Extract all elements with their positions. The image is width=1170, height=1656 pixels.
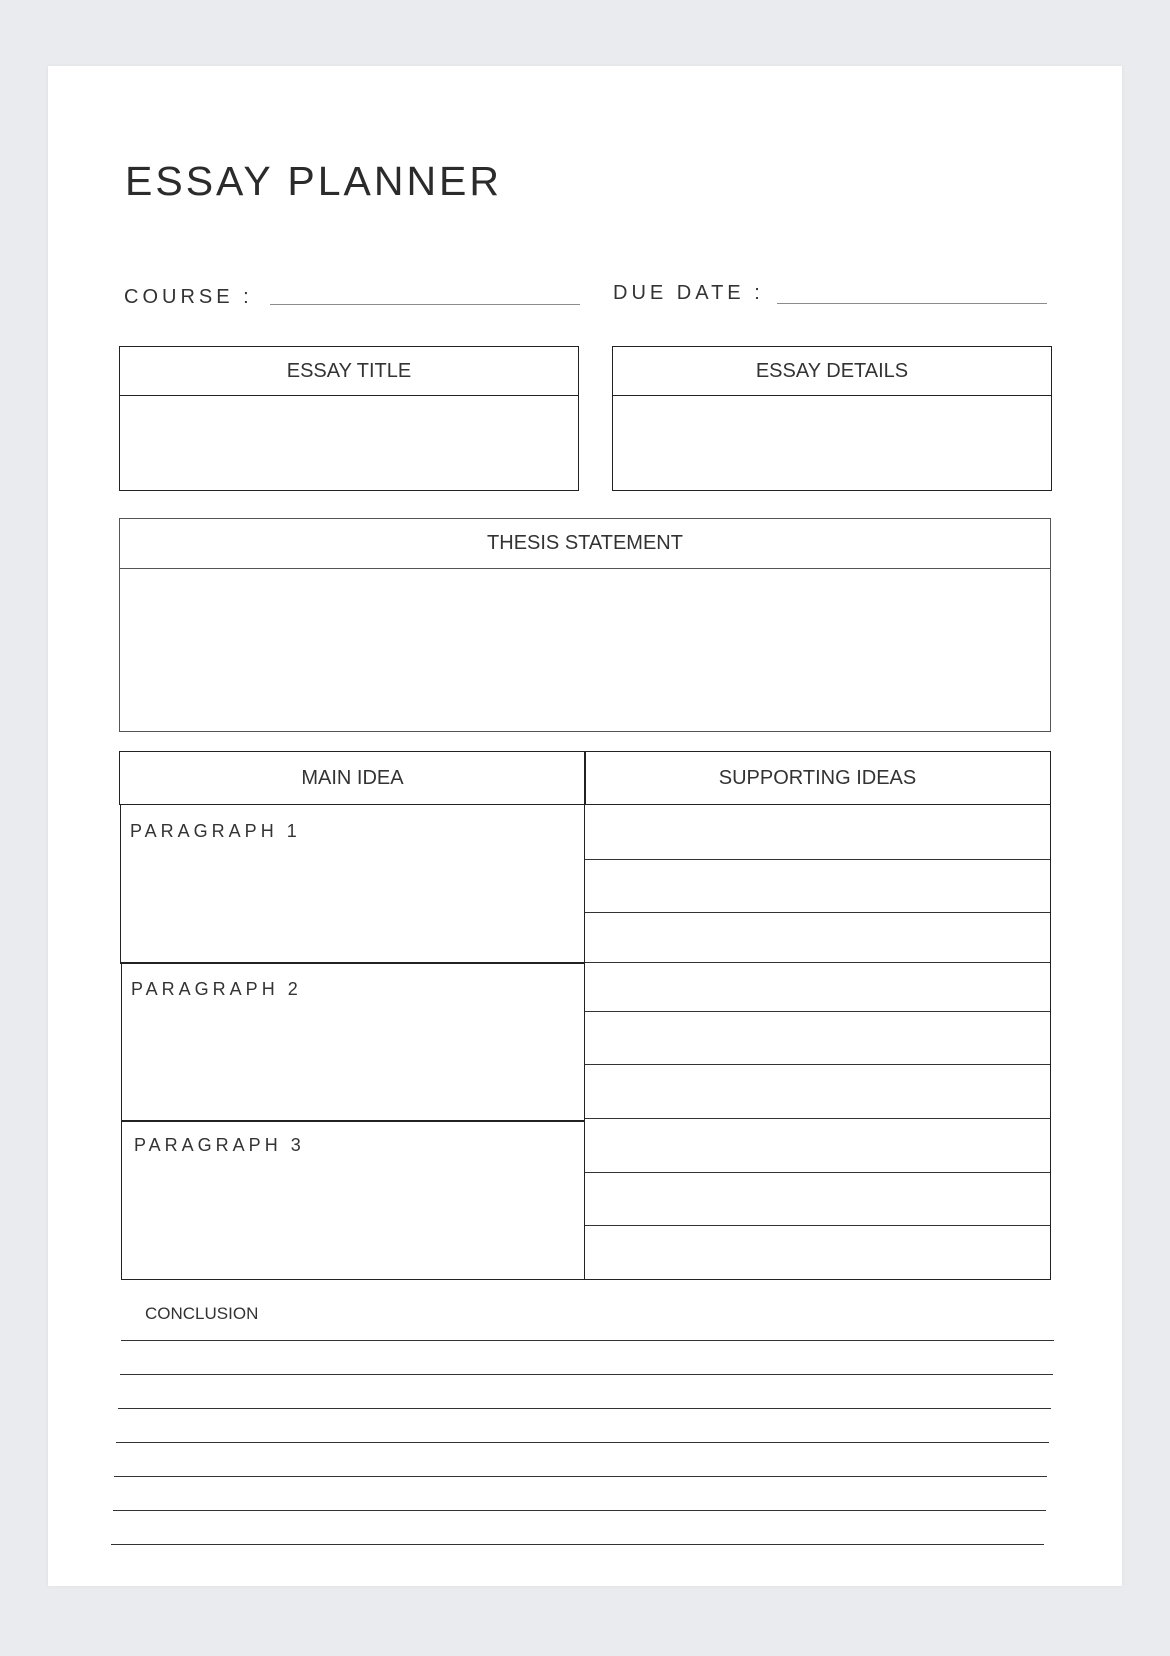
paragraph-2-cell[interactable]: [121, 962, 585, 1122]
essay-title-input-area[interactable]: [120, 396, 578, 490]
planner-sheet: [48, 66, 1122, 1586]
conclusion-writing-line[interactable]: [113, 1510, 1046, 1511]
conclusion-writing-line[interactable]: [118, 1408, 1051, 1409]
supporting-idea-line: [585, 962, 1050, 963]
essay-details-header: ESSAY DETAILS: [613, 347, 1051, 396]
essay-details-input-area[interactable]: [613, 396, 1051, 490]
conclusion-label: CONCLUSION: [145, 1304, 259, 1323]
thesis-statement-header: THESIS STATEMENT: [120, 519, 1050, 569]
thesis-statement-input-area[interactable]: [120, 569, 1050, 731]
supporting-idea-line: [585, 1225, 1050, 1226]
essay-title-box: [119, 346, 579, 491]
page-title: ESSAY PLANNER: [125, 158, 503, 204]
course-field[interactable]: [270, 304, 580, 305]
supporting-idea-line: [585, 1011, 1050, 1012]
paragraph-3-label: PARAGRAPH 3: [134, 1135, 305, 1155]
conclusion-writing-line[interactable]: [121, 1340, 1054, 1341]
paragraph-3-cell[interactable]: [121, 1120, 585, 1280]
conclusion-writing-line[interactable]: [114, 1476, 1047, 1477]
paragraph-1-label: PARAGRAPH 1: [130, 821, 301, 841]
due-date-label: DUE DATE :: [613, 282, 764, 304]
supporting-idea-line: [585, 912, 1050, 913]
supporting-idea-line: [585, 1172, 1050, 1173]
supporting-idea-line: [585, 859, 1050, 860]
conclusion-writing-line[interactable]: [111, 1544, 1044, 1545]
supporting-ideas-header: SUPPORTING IDEAS: [584, 751, 1051, 805]
conclusion-writing-line[interactable]: [120, 1374, 1053, 1375]
main-idea-header: MAIN IDEA: [119, 751, 586, 805]
essay-title-header: ESSAY TITLE: [120, 347, 578, 396]
supporting-idea-line: [585, 1118, 1050, 1119]
paragraph-2-label: PARAGRAPH 2: [131, 979, 302, 999]
essay-details-box: [612, 346, 1052, 491]
thesis-statement-box: [119, 518, 1051, 732]
due-date-field[interactable]: [777, 303, 1047, 304]
paragraph-1-cell[interactable]: [120, 804, 585, 964]
supporting-ideas-column[interactable]: [584, 804, 1051, 1280]
supporting-idea-line: [585, 1064, 1050, 1065]
conclusion-writing-line[interactable]: [116, 1442, 1049, 1443]
course-label: COURSE :: [124, 286, 253, 308]
